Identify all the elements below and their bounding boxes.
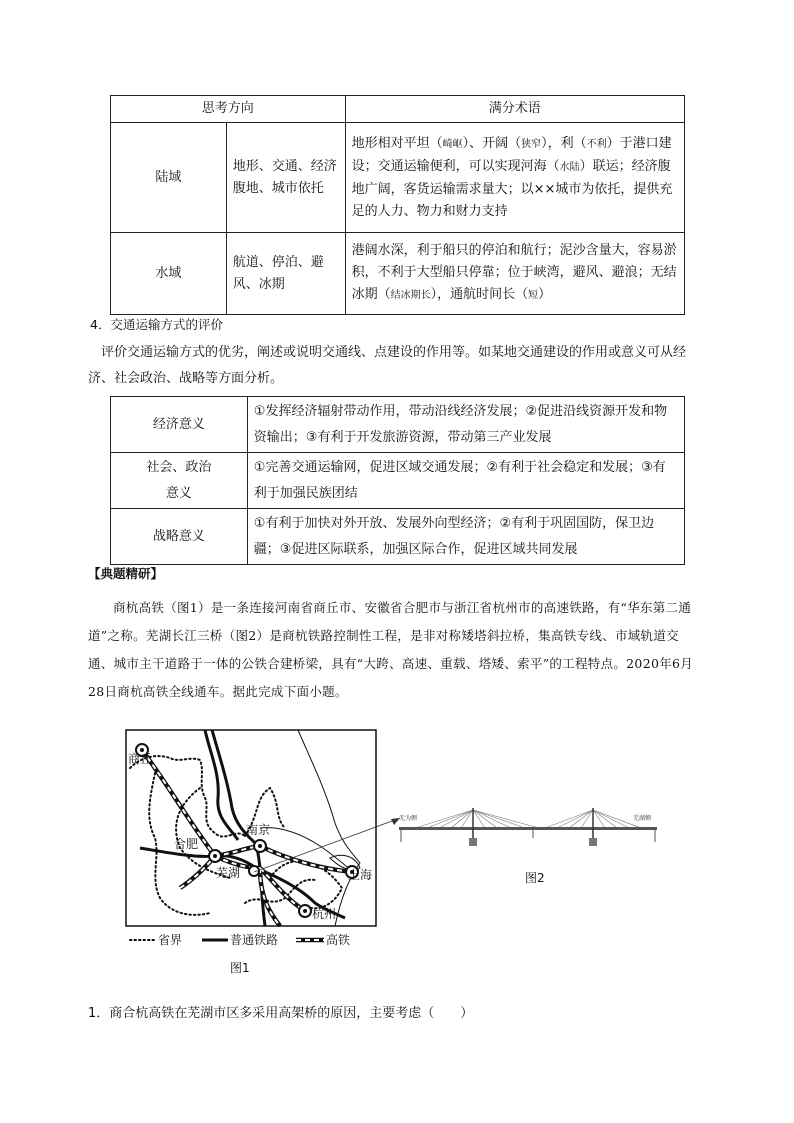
- bridge-caption: 图2: [525, 871, 545, 885]
- row-category: 水域: [111, 233, 227, 315]
- map-caption: 图1: [230, 961, 250, 975]
- map-legend: [130, 932, 350, 947]
- city-label-shangqiu: 商丘: [128, 752, 153, 766]
- legend-railway: 普通铁路: [230, 933, 279, 947]
- significance-label: 社会、政治 意义: [111, 453, 248, 509]
- bridge-deck: [399, 827, 657, 830]
- bridge-elevation: [395, 800, 665, 890]
- question-1: 1．商合杭高铁在芜湖市区多采用高架桥的原因，主要考虑（ ）: [88, 1006, 474, 1021]
- row-category: 陆域: [111, 123, 227, 233]
- bridge-label-left: 无为侧: [399, 815, 418, 822]
- bridge-label-right: 芜湖侧: [633, 815, 652, 822]
- legend-boundary: 省界: [158, 933, 183, 947]
- table-header-terms: 满分术语: [345, 96, 684, 123]
- section-intro: 评价交通运输方式的优劣，阐述或说明交通线、点建设的作用等。如某地交通建设的作用或意义可从经济、社会政治、战略等方面分析。: [88, 345, 687, 386]
- city-label-hefei: 合肥: [174, 837, 199, 851]
- row-factors: 地形、交通、经济腹地、城市依托: [226, 123, 345, 233]
- table-header-direction: 思考方向: [111, 96, 346, 123]
- legend-hsr: 高铁: [326, 933, 351, 947]
- significance-label: 战略意义: [111, 509, 248, 565]
- significance-label: 经济意义: [111, 397, 248, 453]
- section-heading: 4．交通运输方式的评价: [90, 317, 223, 332]
- row-terms: 港阔水深，利于船只的停泊和航行；泥沙含量大，容易淤积，不利于大型船只停靠；位于峡湾，避风、避浪；无结冰期（结冰期长），通航时间长（短）: [345, 233, 684, 315]
- significance-table: [110, 396, 685, 565]
- significance-content: ①完善交通运输网，促进区域交通发展；②有利于社会稳定和发展；③有利于加强民族团结: [247, 453, 684, 509]
- terms-table: [110, 95, 685, 315]
- city-label-hangzhou: 杭州: [312, 907, 337, 921]
- row-terms: 地形相对平坦（崎岖）、开阔（狭窄），利（不利）于港口建设；交通运输便利，可以实现河海（水陆）联运；经济腹地广阔，客货运输需求量大；以××城市为依托，提供充足的人力、物力和财力支持: [345, 123, 684, 233]
- city-label-wuhu: 芜湖: [216, 866, 241, 880]
- city-label-shanghai: 上海: [348, 868, 373, 882]
- significance-content: ①有利于加快对外开放、发展外向型经济；②有利于巩固国防，保卫边疆；③促进区际联系，加强区际合作，促进区域共同发展: [247, 509, 684, 565]
- row-factors: 航道、停泊、避风、冰期: [226, 233, 345, 315]
- city-label-nanjing: 南京: [246, 823, 271, 837]
- callout-arrow: [250, 810, 410, 880]
- exam-passage: 商杭高铁（图1）是一条连接河南省商丘市、安徽省合肥市与浙江省杭州市的高速铁路，有“华东第二通道”之称。芜湖长江三桥（图2）是商杭铁路控制性工程，是非对称矮塔斜拉桥，集高铁专线、市域轨道交通、城市主干道路于一体的公铁合建桥梁，具有“大跨、高速、重载、塔矮、索平”的工程特点。2020年6月28日商杭高铁全线通车。据此完成下面小题。: [88, 600, 694, 699]
- exam-heading: 【典题精研】: [88, 566, 164, 581]
- significance-content: ①发挥经济辐射带动作用，带动沿线经济发展；②促进沿线资源开发和物资输出；③有利于开发旅游资源，带动第三产业发展: [247, 397, 684, 453]
